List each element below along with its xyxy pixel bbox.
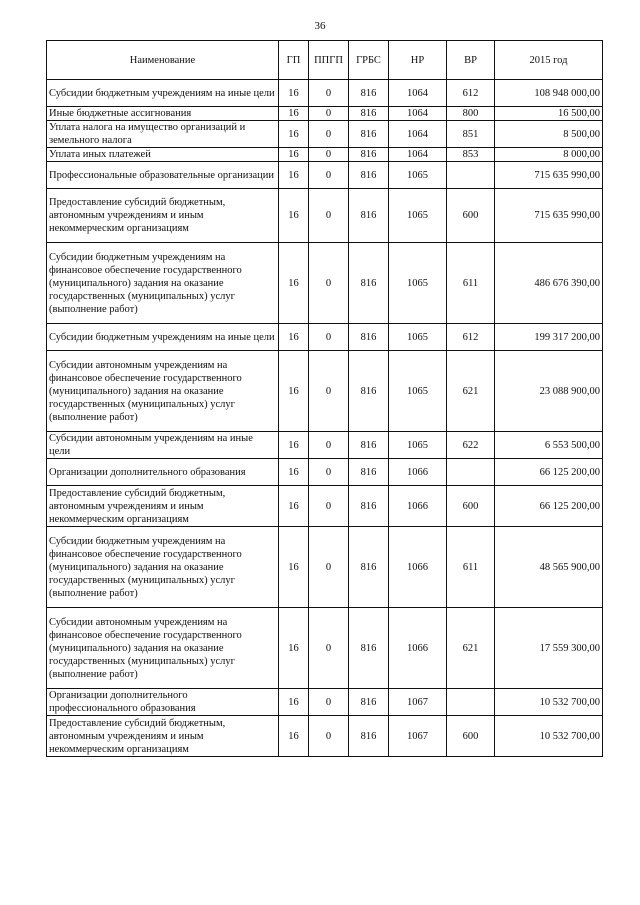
table-row xyxy=(47,162,603,189)
row-name-cell: Субсидии бюджетным учреждениям на иные цели xyxy=(47,80,279,107)
row-nr-cell: 1065 xyxy=(389,324,447,351)
table-row xyxy=(47,189,603,243)
header-row xyxy=(47,41,603,80)
row-name-cell: Предоставление субсидий бюджетным, автономным учреждениям и иным некоммерческим организациям xyxy=(47,486,279,527)
row-gp-cell: 16 xyxy=(279,324,309,351)
table-row xyxy=(47,243,603,324)
row-ppgp-cell: 0 xyxy=(309,716,349,757)
row-name-cell: Субсидии автономным учреждениям на иные цели xyxy=(47,432,279,459)
header-ppgp: ППГП xyxy=(309,41,349,80)
row-amount-cell: 66 125 200,00 xyxy=(495,486,603,527)
row-nr-cell: 1064 xyxy=(389,121,447,148)
row-nr-cell: 1067 xyxy=(389,716,447,757)
row-grbs-cell: 816 xyxy=(349,527,389,608)
row-gp-cell: 16 xyxy=(279,80,309,107)
row-grbs-cell: 816 xyxy=(349,162,389,189)
header-year: 2015 год xyxy=(495,41,603,80)
table-row xyxy=(47,107,603,121)
row-grbs-cell: 816 xyxy=(349,351,389,432)
row-nr-cell: 1065 xyxy=(389,162,447,189)
row-ppgp-cell: 0 xyxy=(309,432,349,459)
row-amount-cell: 6 553 500,00 xyxy=(495,432,603,459)
row-amount-cell: 108 948 000,00 xyxy=(495,80,603,107)
row-gp-cell: 16 xyxy=(279,162,309,189)
header-gp: ГП xyxy=(279,41,309,80)
row-grbs-cell: 816 xyxy=(349,608,389,689)
row-gp-cell: 16 xyxy=(279,716,309,757)
row-ppgp-cell: 0 xyxy=(309,608,349,689)
row-gp-cell: 16 xyxy=(279,689,309,716)
row-name-cell: Субсидии бюджетным учреждениям на финансовое обеспечение государственного (муниципального) задания на оказание государственных (муниципальных) услуг (выполнение работ) xyxy=(47,243,279,324)
row-vr-cell: 600 xyxy=(447,486,495,527)
row-ppgp-cell: 0 xyxy=(309,148,349,162)
row-amount-cell: 8 500,00 xyxy=(495,121,603,148)
row-grbs-cell: 816 xyxy=(349,459,389,486)
table-row xyxy=(47,689,603,716)
row-gp-cell: 16 xyxy=(279,351,309,432)
table-row xyxy=(47,459,603,486)
row-vr-cell: 622 xyxy=(447,432,495,459)
table-row xyxy=(47,351,603,432)
row-ppgp-cell: 0 xyxy=(309,162,349,189)
row-grbs-cell: 816 xyxy=(349,189,389,243)
row-gp-cell: 16 xyxy=(279,432,309,459)
row-vr-cell: 612 xyxy=(447,324,495,351)
row-ppgp-cell: 0 xyxy=(309,324,349,351)
row-grbs-cell: 816 xyxy=(349,121,389,148)
row-vr-cell: 800 xyxy=(447,107,495,121)
row-name-cell: Субсидии бюджетным учреждениям на иные цели xyxy=(47,324,279,351)
row-amount-cell: 486 676 390,00 xyxy=(495,243,603,324)
row-grbs-cell: 816 xyxy=(349,243,389,324)
header-grbs: ГРБС xyxy=(349,41,389,80)
row-amount-cell: 48 565 900,00 xyxy=(495,527,603,608)
row-nr-cell: 1065 xyxy=(389,243,447,324)
row-ppgp-cell: 0 xyxy=(309,243,349,324)
row-name-cell: Профессиональные образовательные организации xyxy=(47,162,279,189)
row-amount-cell: 10 532 700,00 xyxy=(495,716,603,757)
row-amount-cell: 8 000,00 xyxy=(495,148,603,162)
row-name-cell: Субсидии автономным учреждениям на финансовое обеспечение государственного (муниципального) задания на оказание государственных (муниципальных) услуг (выполнение работ) xyxy=(47,608,279,689)
row-gp-cell: 16 xyxy=(279,459,309,486)
row-ppgp-cell: 0 xyxy=(309,121,349,148)
header-nr: НР xyxy=(389,41,447,80)
header-name: Наименование xyxy=(47,41,279,80)
row-vr-cell: 851 xyxy=(447,121,495,148)
row-nr-cell: 1066 xyxy=(389,459,447,486)
row-gp-cell: 16 xyxy=(279,121,309,148)
table-row xyxy=(47,608,603,689)
row-amount-cell: 199 317 200,00 xyxy=(495,324,603,351)
page-number: 36 xyxy=(314,20,326,32)
row-ppgp-cell: 0 xyxy=(309,80,349,107)
row-gp-cell: 16 xyxy=(279,608,309,689)
row-grbs-cell: 816 xyxy=(349,324,389,351)
row-amount-cell: 10 532 700,00 xyxy=(495,689,603,716)
row-name-cell: Организации дополнительного образования xyxy=(47,459,279,486)
row-amount-cell: 17 559 300,00 xyxy=(495,608,603,689)
row-nr-cell: 1065 xyxy=(389,189,447,243)
table-row xyxy=(47,121,603,148)
row-ppgp-cell: 0 xyxy=(309,689,349,716)
row-grbs-cell: 816 xyxy=(349,486,389,527)
row-name-cell: Предоставление субсидий бюджетным, автономным учреждениям и иным некоммерческим организациям xyxy=(47,716,279,757)
row-ppgp-cell: 0 xyxy=(309,351,349,432)
row-vr-cell xyxy=(447,689,495,716)
row-nr-cell: 1066 xyxy=(389,527,447,608)
header-vr: ВР xyxy=(447,41,495,80)
table-row xyxy=(47,486,603,527)
row-nr-cell: 1066 xyxy=(389,486,447,527)
row-amount-cell: 715 635 990,00 xyxy=(495,162,603,189)
row-vr-cell: 600 xyxy=(447,189,495,243)
row-name-cell: Уплата налога на имущество организаций и земельного налога xyxy=(47,121,279,148)
row-grbs-cell: 816 xyxy=(349,107,389,121)
row-grbs-cell: 816 xyxy=(349,432,389,459)
row-nr-cell: 1066 xyxy=(389,608,447,689)
row-nr-cell: 1065 xyxy=(389,351,447,432)
table-row xyxy=(47,80,603,107)
row-gp-cell: 16 xyxy=(279,107,309,121)
row-nr-cell: 1067 xyxy=(389,689,447,716)
row-gp-cell: 16 xyxy=(279,527,309,608)
row-ppgp-cell: 0 xyxy=(309,107,349,121)
row-vr-cell: 853 xyxy=(447,148,495,162)
row-vr-cell: 600 xyxy=(447,716,495,757)
row-nr-cell: 1064 xyxy=(389,80,447,107)
row-name-cell: Предоставление субсидий бюджетным, автономным учреждениям и иным некоммерческим организациям xyxy=(47,189,279,243)
row-gp-cell: 16 xyxy=(279,148,309,162)
row-gp-cell: 16 xyxy=(279,189,309,243)
row-vr-cell: 621 xyxy=(447,351,495,432)
table-row xyxy=(47,148,603,162)
row-ppgp-cell: 0 xyxy=(309,189,349,243)
row-name-cell: Уплата иных платежей xyxy=(47,148,279,162)
row-amount-cell: 23 088 900,00 xyxy=(495,351,603,432)
row-grbs-cell: 816 xyxy=(349,716,389,757)
row-name-cell: Субсидии автономным учреждениям на финансовое обеспечение государственного (муниципального) задания на оказание государственных (муниципальных) услуг (выполнение работ) xyxy=(47,351,279,432)
row-name-cell: Организации дополнительного профессионального образования xyxy=(47,689,279,716)
table-row xyxy=(47,527,603,608)
row-nr-cell: 1065 xyxy=(389,432,447,459)
table-row xyxy=(47,324,603,351)
row-name-cell: Субсидии бюджетным учреждениям на финансовое обеспечение государственного (муниципального) задания на оказание государственных (муниципальных) услуг (выполнение работ) xyxy=(47,527,279,608)
row-ppgp-cell: 0 xyxy=(309,486,349,527)
row-gp-cell: 16 xyxy=(279,486,309,527)
row-vr-cell: 611 xyxy=(447,243,495,324)
row-vr-cell: 611 xyxy=(447,527,495,608)
row-grbs-cell: 816 xyxy=(349,689,389,716)
row-grbs-cell: 816 xyxy=(349,148,389,162)
row-grbs-cell: 816 xyxy=(349,80,389,107)
row-nr-cell: 1064 xyxy=(389,107,447,121)
row-name-cell: Иные бюджетные ассигнования xyxy=(47,107,279,121)
row-amount-cell: 16 500,00 xyxy=(495,107,603,121)
row-vr-cell xyxy=(447,162,495,189)
row-ppgp-cell: 0 xyxy=(309,527,349,608)
row-gp-cell: 16 xyxy=(279,243,309,324)
row-ppgp-cell: 0 xyxy=(309,459,349,486)
table-row xyxy=(47,432,603,459)
row-vr-cell: 621 xyxy=(447,608,495,689)
row-vr-cell xyxy=(447,459,495,486)
row-vr-cell: 612 xyxy=(447,80,495,107)
row-amount-cell: 715 635 990,00 xyxy=(495,189,603,243)
table-row xyxy=(47,716,603,757)
row-nr-cell: 1064 xyxy=(389,148,447,162)
row-amount-cell: 66 125 200,00 xyxy=(495,459,603,486)
budget-table xyxy=(46,40,603,757)
